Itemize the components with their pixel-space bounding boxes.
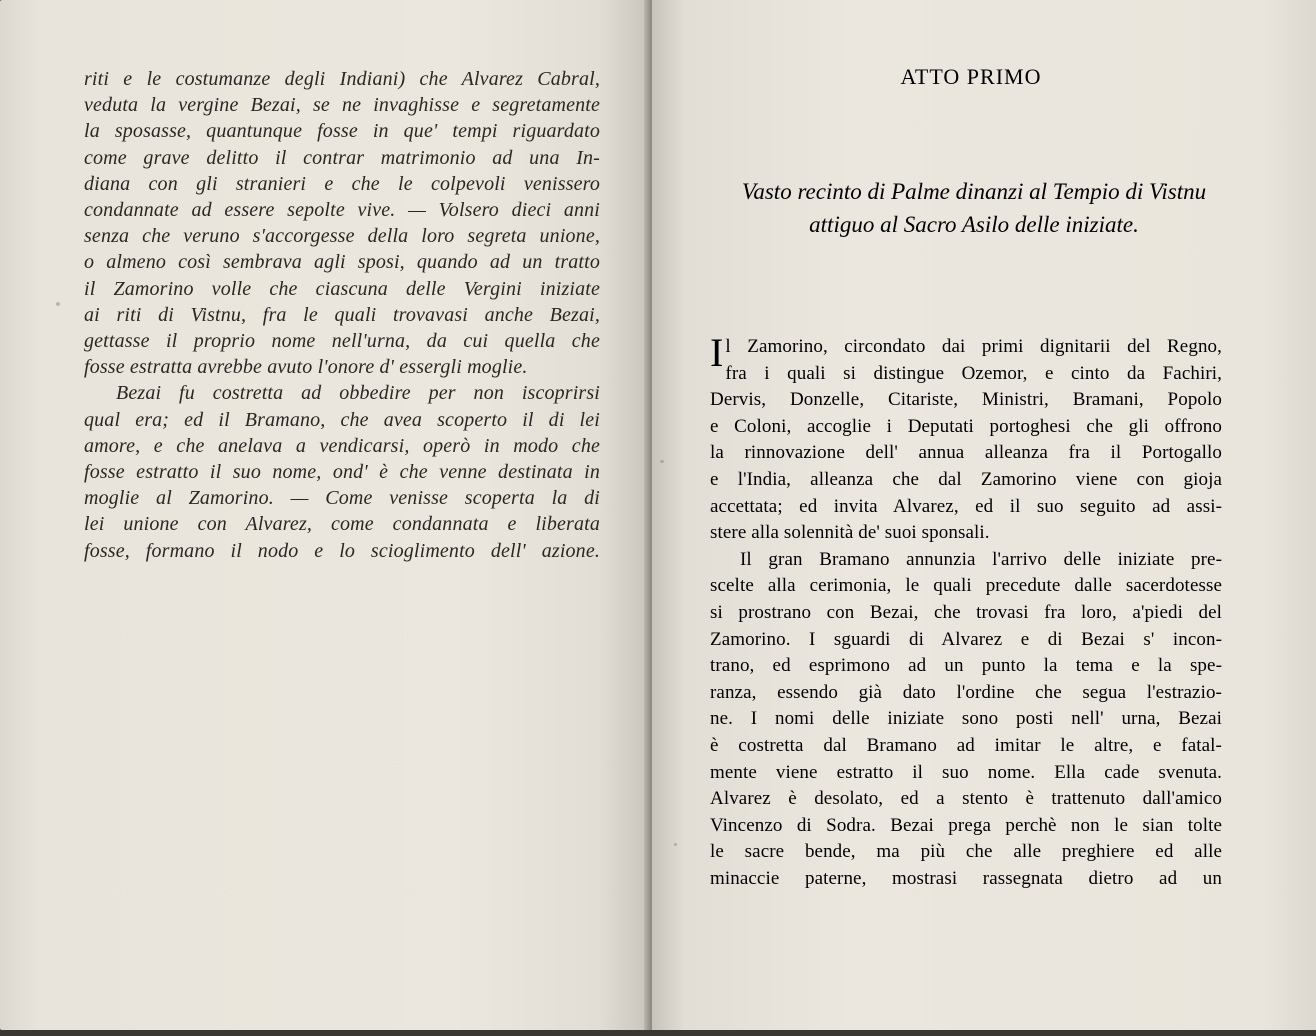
text-line: e l'India, alleanza che dal Zamorino viene con gioja <box>710 468 1222 490</box>
text-line: diana con gli stranieri e che le colpevoli venissero <box>84 172 600 195</box>
text-line: fra i quali si distingue Ozemor, e cinto da Fachiri, <box>725 362 1222 384</box>
text-line: scelte alla cerimonia, le quali precedute dalle sacerdotesse <box>710 575 1222 597</box>
paper-spot <box>674 843 677 846</box>
text-line: veduta la vergine Bezai, se ne invaghisse e segretamente <box>84 94 600 117</box>
text-line: mente viene estratto il suo nome. Ella cade svenuta. <box>710 761 1222 783</box>
text-line: o almeno così sembrava agli sposi, quando ad un tratto <box>84 251 600 274</box>
text-line: la sposasse, quantunque fosse in que' tempi riguardato <box>84 120 600 143</box>
text-line: accettata; ed invita Alvarez, ed il suo seguito ad assi- <box>710 495 1222 517</box>
text-line: la rinnovazione dell' annua alleanza fra il Portogallo <box>710 442 1222 464</box>
text-line: ne. I nomi delle iniziate sono posti nell' urna, Bezai <box>710 708 1222 730</box>
text-line: Vincenzo di Sodra. Bezai prega perchè non le sian tolte <box>710 814 1222 836</box>
text-line: moglie al Zamorino. — Come venisse scoperta la di <box>84 487 600 510</box>
text-line: si prostrano con Bezai, che trovasi fra loro, a'piedi del <box>710 601 1222 623</box>
text-line: trano, ed esprimono ad un punto la tema e la spe- <box>710 655 1222 677</box>
text-line: il Zamorino volle che ciascuna delle Vergini iniziate <box>84 277 600 300</box>
text-line: fosse estratta avrebbe avuto l'onore d' essergli moglie. <box>84 356 528 379</box>
act-heading: ATTO PRIMO <box>900 64 1042 89</box>
paper-spot <box>56 302 60 306</box>
text-line: minaccie paterne, mostrasi rassegnata dietro ad un <box>710 867 1222 889</box>
text-line: fosse estratto il suo nome, ond' è che venne destinata in <box>84 461 600 484</box>
right-page-text <box>710 330 1222 892</box>
text-line: qual era; ed il Bramano, che avea scoperto il di lei <box>84 408 600 431</box>
text-line: Alvarez è desolato, ed a stento è trattenuto dall'amico <box>710 788 1222 810</box>
text-line: riti e le costumanze degli Indiani) che Alvarez Cabral, <box>84 68 600 90</box>
text-line: ai riti di Vistnu, fra le quali trovavasi anche Bezai, <box>84 303 600 326</box>
text-line: e Coloni, accoglie i Deputati portoghesi che gli offrono <box>710 415 1222 437</box>
drop-cap: I <box>710 330 724 375</box>
paper-spot <box>660 460 664 463</box>
text-line: Zamorino. I sguardi di Alvarez e di Bezai s' incon- <box>710 628 1222 650</box>
text-line: gettasse il proprio nome nell'urna, da cui quella che <box>84 330 600 353</box>
text-line: condannate ad essere sepolte vive. — Volsero dieci anni <box>84 199 600 222</box>
text-line: le sacre bende, ma più che alle preghiere ed alle <box>710 841 1222 863</box>
left-page-text <box>84 66 600 564</box>
text-line: amore, e che anelava a vendicarsi, operò in modo che <box>84 434 600 457</box>
scene-line: attiguo al Sacro Asilo delle iniziate. <box>809 212 1139 237</box>
text-line: stere alla solennità de' suoi sponsali. <box>710 522 990 544</box>
text-line: Il gran Bramano annunzia l'arrivo delle iniziate pre- <box>740 548 1222 570</box>
text-line: fosse, formano il nodo e lo scioglimento dell' azione. <box>84 539 600 562</box>
scene-line: Vasto recinto di Palme dinanzi al Tempio di Vistnu <box>741 179 1207 204</box>
text-line: come grave delitto il contrar matrimonio ad una In- <box>84 146 600 169</box>
scene-description <box>714 175 1234 241</box>
text-line: Dervis, Donzelle, Citariste, Ministri, Bramani, Popolo <box>710 389 1222 411</box>
text-line: l Zamorino, circondato dai primi dignitarii del Regno, <box>725 336 1222 357</box>
left-page <box>0 0 650 1030</box>
text-line: lei unione con Alvarez, come condannata e liberata <box>84 513 600 536</box>
text-line: Bezai fu costretta ad obbedire per non iscoprirsi <box>116 382 600 405</box>
text-line: è costretta dal Bramano ad imitar le altre, e fatal- <box>710 734 1222 756</box>
text-line: ranza, essendo già dato l'ordine che segua l'estrazio- <box>710 681 1222 703</box>
text-line: senza che veruno s'accorgesse della loro segreta unione, <box>84 225 600 248</box>
